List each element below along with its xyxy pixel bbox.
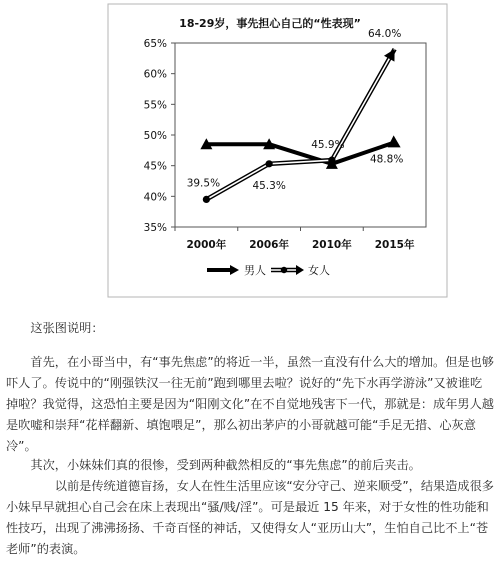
y-tick-label: 65% [143, 38, 167, 50]
data-point-women [328, 157, 335, 164]
x-tick-label: 2010年 [312, 239, 352, 251]
x-tick-label: 2015年 [374, 239, 415, 251]
paragraph-2: 其次，小妹妹们真的很惨，受到两种截然相反的“事先焦虑”的前后夹击。 [30, 458, 421, 472]
data-point-women [266, 160, 273, 167]
x-tick-label: 2006年 [249, 239, 289, 251]
series-line-women [206, 49, 394, 199]
legend-label-women: 女人 [308, 264, 330, 277]
data-label-women: 45.9% [311, 139, 345, 152]
data-label-men: 48.8% [369, 153, 404, 166]
legend-marker-women [296, 265, 304, 275]
data-point-men [388, 135, 401, 147]
paragraph-1: 首先，在小哥当中，有“事先焦虑”的将近一半，虽然一直没有什么大的增加。但是也够吓人了。传说中的“刚强铁汉一往无前”跑到哪里去啦？说好的“先下水再学游泳”又被谁吃掉啦？我觉得，这恐怕主要是因为“阳刚文化”在不自觉地残害下一代，那就是：成年男人越是吹嘘和崇拜“花样翻新、填饱喂足”，那么初出茅庐的小哥就越可能“手足无措、心灰意冷”。 [6, 355, 494, 453]
intro-text: 这张图说明： [30, 321, 104, 335]
paragraph-3: 以前是传统道德盲扬，女人在性生活里应该“安分守己、逆来顺受”，结果造成很多小妹早早就担心自己会在床上表现出“骚/贱/淫”。可是最近 15 年来，对于女性的性功能和性技巧，出现了沸沸扬扬、千奇百怪的神话，又使得女人“亚历山大”，生怕自己比不上“苍老师”的表演。 [6, 479, 494, 556]
legend-marker-women-dot [281, 267, 287, 273]
y-tick-label: 40% [143, 191, 167, 204]
legend-marker-men [230, 265, 239, 275]
legend-label-men: 男人 [244, 264, 266, 277]
data-label-women: 39.5% [186, 177, 221, 190]
y-tick-label: 50% [143, 130, 167, 142]
x-tick-label: 2000年 [186, 239, 227, 251]
data-point-women [203, 196, 210, 203]
plot-area [175, 43, 426, 227]
chart-title: 18-29岁，事先担心自己的“性表现” [179, 17, 361, 30]
y-tick-label: 45% [143, 160, 167, 173]
y-tick-label: 60% [143, 68, 167, 81]
series-line-women-outline [206, 49, 394, 199]
y-tick-label: 55% [143, 99, 167, 112]
data-label-women: 64.0% [367, 28, 402, 41]
y-tick-label: 35% [143, 222, 167, 234]
data-label-women: 45.3% [252, 179, 286, 192]
